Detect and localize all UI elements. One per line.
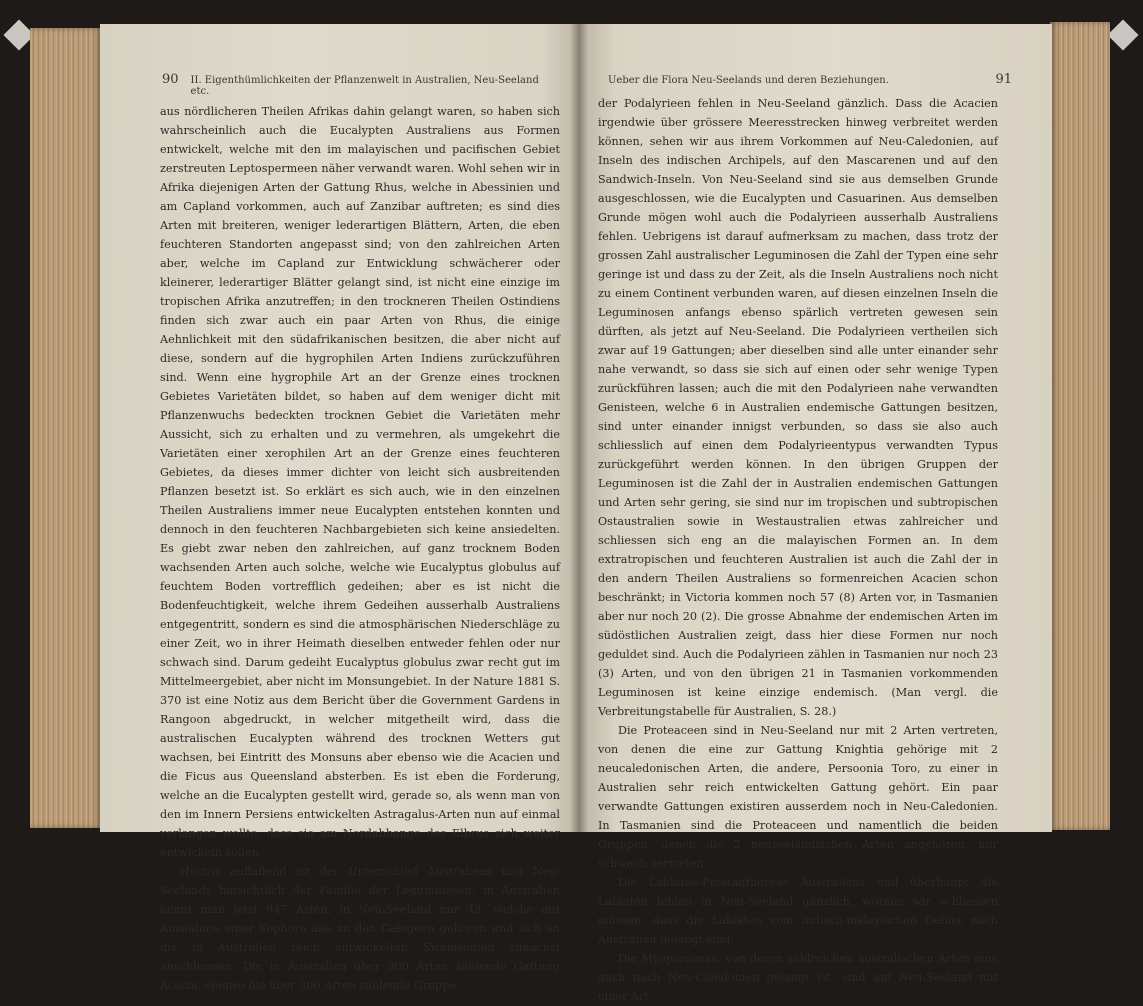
paragraph: Höchst auffallend ist der Unterschied Australiens und Neu-Seelands hinsichtlich der Familie der Leguminosen, in Australien kennt man jetzt 947 Arten, in Neu-Seeland nur 43, welche mit Ausnahme einer Sophora alle zu den Galegeen gehören und sich an die in Australien reich entwickelten Swainsonien zunächst anschliessen. Die in Australien über 300 Arten zählende Gattung Acacia, ebenso die über 300 Arten zählende Gruppe — [160, 865, 560, 992]
page-edges-right — [1050, 22, 1110, 830]
open-book — [30, 22, 1113, 1003]
right-page — [578, 24, 1052, 1003]
right-running-title: Ueber die Flora Neu-Seelands und deren Beziehungen. — [608, 75, 889, 86]
paragraph: der Podalyrieen fehlen in Neu-Seeland gänzlich. Dass die Acacien irgendwie über grössere Meeresstrecken hinweg verbreitet werden können, sehen wir aus ihrem Vorkommen auf Neu-Caledonien, auf Inseln des indischen Archipels, auf den Mascarenen und auf den Sandwich-Inseln. Von Neu-Seeland sind sie aus demselben Grunde ausgeschlossen, wie die Eucalypten und Casuarinen. Aus demselben Grunde mögen wohl auch die Podalyrieen ausserhalb Australiens fehlen. Uebrigens ist darauf aufmerksam zu machen, dass trotz der grossen Zahl australischer Leguminosen die Zahl der Typen eine sehr geringe ist und dass zu der Zeit, als die Inseln Australiens noch nicht zu einem Continent verbunden waren, auf diesen einzelnen Inseln die Leguminosen anfangs ebenso spärlich vertreten gewesen sein dürften, als jetzt auf Neu-Seeland. Die Podalyrieen vertheilen sich zwar auf 19 Gattungen; aber dieselben sind alle unter einander sehr nahe verwandt, so dass sie sich auf einen oder sehr wenige Typen zurückführen lassen; auch die mit den Podalyrieen nahe verwandten Genisteen, welche 6 in Australien endemische Gattungen besitzen, sind unter einander innigst verbunden, so dass sie also auch schliesslich auf einen dem Podalyrieentypus verwandten Typus zurückgeführt werden können. In den übrigen Gruppen der Leguminosen ist die Zahl der in Australien endemischen Gattungen und Arten sehr gering, sie sind nur im tropischen und subtropischen Ostaustralien sowie in Westaustralien etwas zahlreicher und schliessen sich eng an die malayischen Formen an. In dem extratropischen und feuchteren Australien ist auch die Zahl der in den andern Theilen Australiens so formenreichen Acacien schon beschränkt; in Victoria kommen noch 57 (8) Arten vor, in Tasmanien aber nur noch 20 (2). Die grosse Abnahme der endemischen Arten im südöstlichen Australien zeigt, dass hier diese Formen nur noch geduldet sind. Auch die Podalyrieen zählen in Tasmanien nur noch 23 (3) Arten, und von den übrigen 21 in Tasmanien vorkommenden Leguminosen ist keine einzige endemisch. (Man vergl. die Verbreitungstabelle für Australien, S. 28.) — [598, 97, 998, 718]
paragraph: Die Labiatae-Prostanthereae Australiens und überhaupt die Labiaten fehlen in Neu-Seeland gänzlich, woraus wir schliessen müssen, dass die Labiaten vom indisch-malayischen Gebiet nach Australien gelangt sind. — [598, 876, 998, 946]
paragraph: aus nördlicheren Theilen Afrikas dahin gelangt waren, so haben sich wahrscheinlich auch die Eucalypten Australiens aus Formen entwickelt, welche mit den im malayischen und pacifischen Gebiet zerstreuten Leptospermeen näher verwandt waren. Wohl sehen wir in Afrika diejenigen Arten der Gattung Rhus, welche in Abessinien und am Capland vorkommen, auch auf Zanzibar auftreten; es sind dies Arten mit breiteren, weniger lederartigen Blättern, Arten, die eben feuchteren Standorten angepasst sind; von den zahlreichen Arten aber, welche im Capland zur Entwicklung schwächerer oder kleinerer, lederartiger Blätter gelangt sind, ist nicht eine einzige im tropischen Afrika anzutreffen; in den trockneren Theilen Ostindiens finden sich zwar auch ein paar Arten von Rhus, die einige Aehnlichkeit mit den südafrikanischen besitzen, die aber nicht auf diese, sondern auf die hygrophilen Arten Indiens zurückzuführen sind. Wenn eine hygrophile Art an der Grenze eines trocknen Gebietes Varietäten bildet, so haben auf dem weniger dicht mit Pflanzenwuchs bedeckten trocknen Gebiet die Varietäten mehr Aussicht, sich zu erhalten und zu vermehren, als umgekehrt die Varietäten einer xerophilen Art an der Grenze eines feuchteren Gebietes, da dieses immer dichter von leicht sich ausbreitenden Pflanzen besetzt ist. So erklärt es sich auch, wie in den einzelnen Theilen Australiens immer neue Eucalypten entstehen konnten und dennoch in den feuchteren Nachbargebieten sich keine ansiedelten. Es giebt zwar neben den zahlreichen, auf ganz trocknem Boden wachsenden Arten auch solche, welche wie Eucalyptus globulus auf feuchtem Boden vortrefflich gedeihen; aber es ist nicht die Bodenfeuchtigkeit, welche ihrem Gedeihen ausserhalb Australiens entgegentritt, sondern es sind die atmosphärischen Niederschläge zu einer Zeit, wo in ihrer Heimath dieselben entweder fehlen oder nur schwach sind. Darum gedeiht Eucalyptus globulus zwar recht gut im Mittelmeergebiet, aber nicht im Monsungebiet. In der Nature 1881 S. 370 ist eine Notiz aus dem Bericht über die Government Gardens in Rangoon abgedruckt, in welcher mitgetheilt wird, dass die australischen Eucalypten während des trocknen Wetters gut wachsen, bei Eintritt des Monsuns aber ebenso wie die Acacien und die Ficus aus Queensland absterben. Es ist eben die Forderung, welche an die Eucalypten gestellt wird, gerade so, als wenn man von den im Innern Persiens entwickelten Astragalus-Arten nun auf einmal verlangen wollte, dass sie am Nordabhange des Elbrus sich weiter entwickeln sollen. — [160, 105, 560, 859]
right-page-number: 91 — [995, 72, 1012, 87]
page-edges-left — [30, 28, 102, 828]
paragraph: Die Myoporaceae, von deren zahlreichen australischen Arten eine auch nach Neu-Caledonien gelangt ist, sind auf Neu-Seeland mit einer Art — [598, 952, 998, 1003]
left-running-title: II. Eigenthümlichkeiten der Pflanzenwelt in Australien, Neu-Seeland etc. — [190, 75, 539, 97]
left-page — [100, 24, 580, 992]
left-page-header — [162, 72, 554, 97]
right-page-body — [598, 94, 998, 1006]
right-page-header — [608, 72, 1012, 87]
left-page-number: 90 — [162, 72, 179, 87]
paragraph: Die Proteaceen sind in Neu-Seeland nur mit 2 Arten vertreten, von denen die eine zur Gattung Knightia gehörige mit 2 neucaledonischen Arten, die andere, Persoonia Toro, zu einer in Australien sehr reich entwickelten Gattung gehört. Ein paar verwandte Gattungen existiren ausserdem noch in Neu-Caledonien. In Tasmanien sind die Proteaceen und namentlich die beiden Gruppen, denen die 2 neuseeländischen Arten angehören, nur schwach vertreten. — [598, 724, 998, 870]
left-page-body — [160, 102, 560, 995]
book-gutter — [570, 24, 588, 832]
